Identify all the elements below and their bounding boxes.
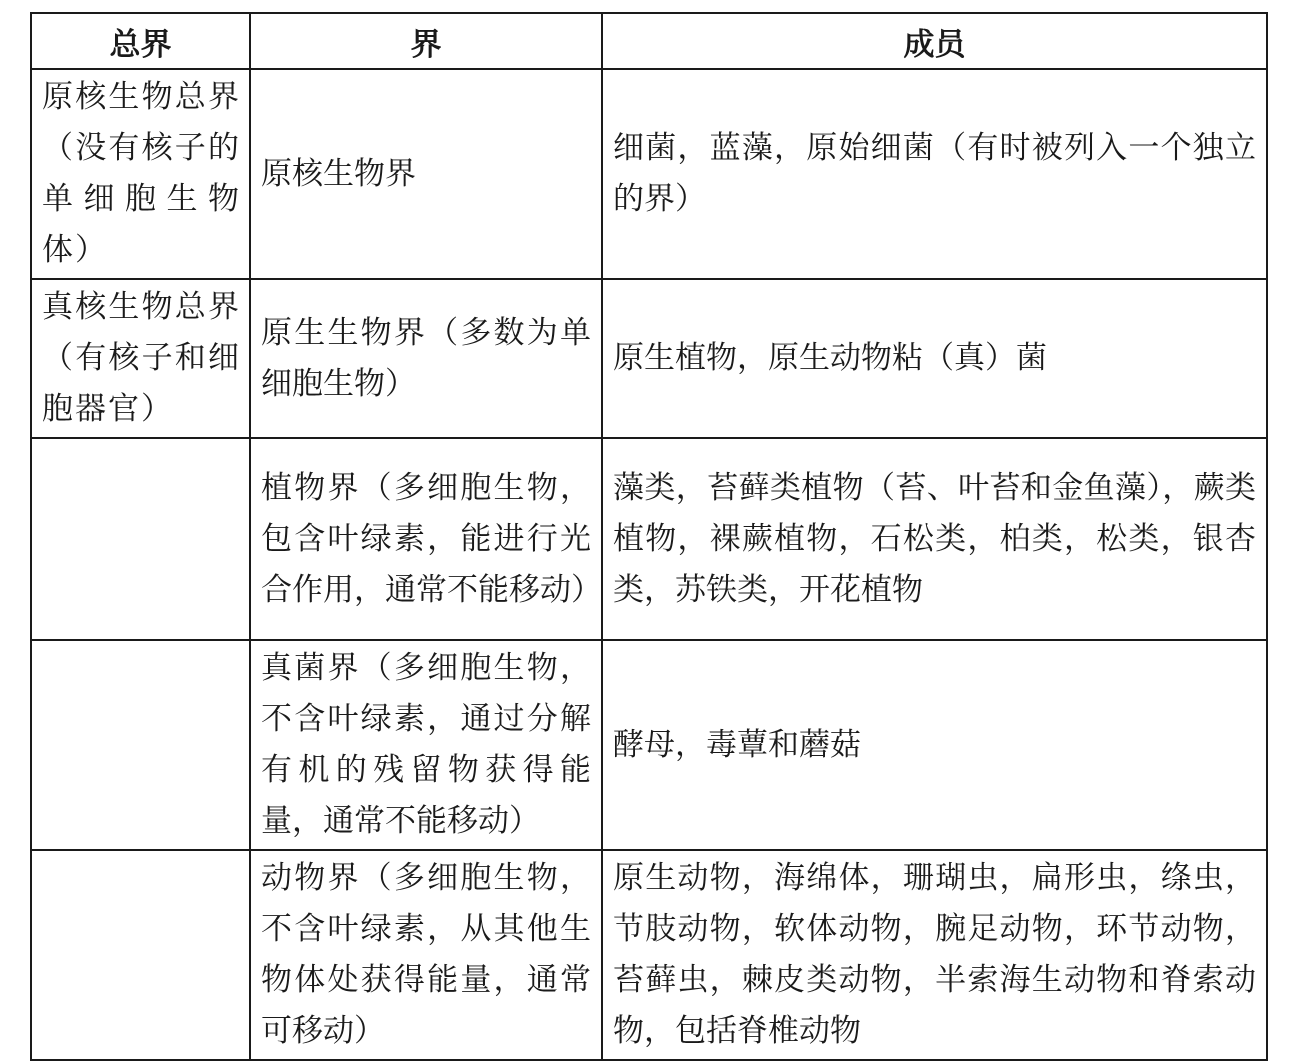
kingdoms-table <box>30 12 1268 1061</box>
header-row <box>31 13 1267 69</box>
table-row <box>31 438 1267 640</box>
superkingdom-cell: 原核生物总界（没有核子的单细胞生物体） <box>31 69 250 279</box>
table-row <box>31 640 1267 850</box>
members-cell: 藻类，苔藓类植物（苔、叶苔和金鱼藻），蕨类植物，裸蕨植物，石松类，柏类，松类，银杏类，苏铁类，开花植物 <box>602 438 1267 640</box>
superkingdom-cell <box>31 850 250 1060</box>
kingdom-cell: 原生生物界（多数为单细胞生物） <box>250 279 602 438</box>
members-cell: 原生植物，原生动物粘（真）菌 <box>602 279 1267 438</box>
members-cell: 细菌，蓝藻，原始细菌（有时被列入一个独立的界） <box>602 69 1267 279</box>
header-members: 成员 <box>602 13 1267 69</box>
kingdom-cell: 真菌界（多细胞生物，不含叶绿素，通过分解有机的残留物获得能量，通常不能移动） <box>250 640 602 850</box>
members-cell: 原生动物，海绵体，珊瑚虫，扁形虫，绦虫，节肢动物，软体动物，腕足动物，环节动物，苔藓虫，棘皮类动物，半索海生动物和脊索动物，包括脊椎动物 <box>602 850 1267 1060</box>
kingdom-cell: 原核生物界 <box>250 69 602 279</box>
superkingdom-cell <box>31 640 250 850</box>
table-row <box>31 69 1267 279</box>
superkingdom-cell <box>31 438 250 640</box>
kingdom-cell: 植物界（多细胞生物，包含叶绿素，能进行光合作用，通常不能移动） <box>250 438 602 640</box>
header-superkingdom: 总界 <box>31 13 250 69</box>
table-row <box>31 850 1267 1060</box>
kingdom-cell: 动物界（多细胞生物，不含叶绿素，从其他生物体处获得能量，通常可移动） <box>250 850 602 1060</box>
members-cell: 酵母，毒蕈和蘑菇 <box>602 640 1267 850</box>
superkingdom-cell: 真核生物总界（有核子和细胞器官） <box>31 279 250 438</box>
header-kingdom: 界 <box>250 13 602 69</box>
table-row <box>31 279 1267 438</box>
